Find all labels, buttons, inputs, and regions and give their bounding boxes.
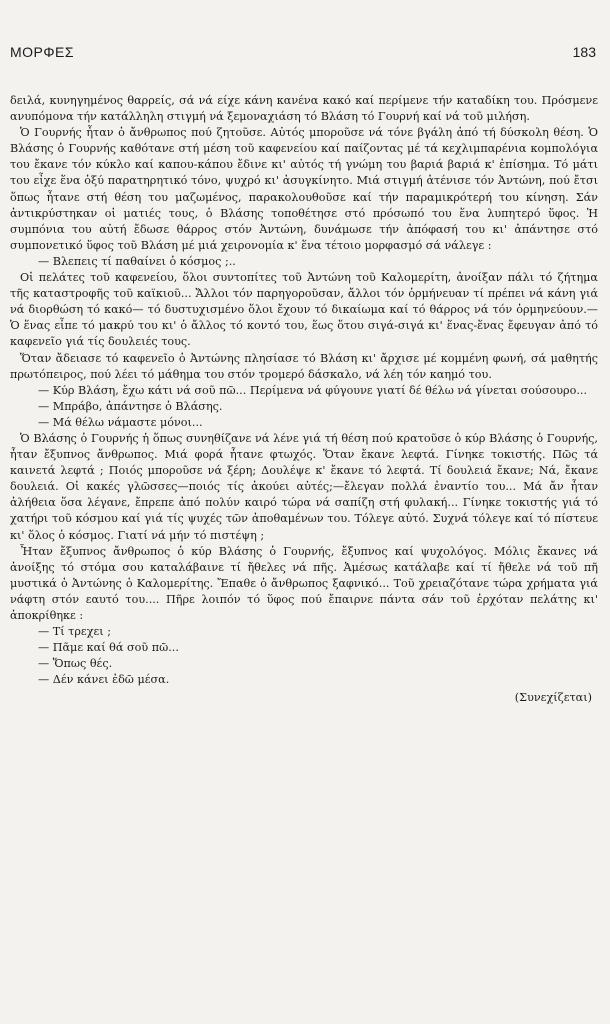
- page-number: 183: [572, 44, 596, 60]
- dialogue-line: — Μά θέλω νάμαστε μόνοι...: [38, 415, 203, 429]
- paragraph: Ὁ Βλάσης ὁ Γουρνής ἡ ὅπως συνηθίζανε νά λένε γιά τή θέση πού κρατοῦσε ὁ κύρ Βλάσης ὁ Γουρνής, ἦταν ἔξυπνος ἄνθρωπος. Μιά φορά ἦτανε φτωχός. Ὅταν ἔκανε λεφτά. Γίνηκε τοκιστής. Πῶς τά καινετά λεφτά ; Ποιός μποροῦσε νά ξέρη; Δουλέψε κ' ἔκανε τό λεφτά. Τί δουλειά ἔκανε; Νά, ἔκανε δουλειά. Οἱ κακές γλῶσσες—ποιός τίς ἀκούει αὐτές;—ἔλεγαν πολλά ἐναντίο του... Μά ἄν ἦταν ἀλήθεια ὅσα λέγανε, ἔπρεπε ἀπό πολύν καιρό τώρα νά σαπίζη στή φυλακή... Γίνηκε τοκιστής γιά τό χατήρι τοῦ κόσμου καί γιά τίς ψυχές τῶν ἀποθαμένων του. Τόλεγε αὐτό. Συχνά τόλεγε καί τό πίστευε κι' ὅλος ὁ κόσμος. Γιατί νά μήν τό πιστέψη ;: [10, 431, 598, 542]
- dialogue-line: — Πᾶμε καί θά σοῦ πῶ...: [38, 641, 179, 655]
- continued-note: (Συνεχίζεται): [514, 691, 592, 705]
- paragraph: δειλά, κυνηγημένος θαρρείς, σά νά είχε κάνη κανένα κακό καί περίμενε τήν καταδίκη του. Πρόσμενε ανυπόμονα τήν κατάλληλη στιγμή νά ξεμοναχιάση τό Βλάση τό Γουρνή καί νά τοῦ μιλήση.: [10, 94, 598, 124]
- paragraph: Οἱ πελάτες τοῦ καφενείου, ὅλοι συντοπίτες τοῦ Ἀντώνη τοῦ Καλομερίτη, ἀνοίξαν πάλι τό ζήτημα τῆς καταστροφῆς τοῦ καϊκιοῦ... Ἄλλοι τόν παρηγοροῦσαν, ἄλλοι τόν ὁρμήνευαν τί πρέπει νά κάνη γιά νά διορθώση τό κακό— τό δυστυχισμένο ὅλοι ἔχουν τό δικαίωμα καί τό θάρρος νά τόν ὁρμηνεύουν.—Ὁ ἕνας εἶπε τό μακρύ του κι' ὁ ἄλλος τό κοντό του, ἕως ὅτου σιγά-σιγά κι' ἕνας-ἕνας ἔφευγαν ἀπό τό καφενεῖο γιά τίς δουλειές τους.: [10, 271, 598, 349]
- dialogue-line: — Κύρ Βλάση, ἔχω κάτι νά σοῦ πῶ... Περίμενα νά φύγουνε γιατί δέ θέλω νά γίνεται σούσουρο...: [38, 383, 587, 397]
- dialogue-line: — Τί τρεχει ;: [38, 625, 111, 639]
- running-header: [10, 44, 596, 64]
- dialogue-line: — Βλεπεις τί παθαίνει ὁ κόσμος ;..: [38, 254, 236, 268]
- paragraph: Ὅταν ἄδειασε τό καφενεῖο ὁ Ἀντώνης πλησίασε τό Βλάση κι' ἄρχισε μέ κομμένη φωνή, σά μαθητής πρωτόπειρος, πού λέει τό μάθημα του στόν τρομερό δάσκαλο, νά λέη τόν καημό του.: [10, 351, 598, 381]
- journal-title: ΜΟΡΦΕΣ: [10, 44, 75, 60]
- dialogue-line: — Δέν κάνει ἐδῶ μέσα.: [38, 673, 170, 687]
- paragraph: Ἦταν ἔξυπνος ἄνθρωπος ὁ κύρ Βλάσης ὁ Γουρνής, ἔξυπνος καί ψυχολόγος. Μόλις ἔκανες νά ἀνοίξης τό στόμα σου καταλάβαινε τί ἤθελες νά πῆς. Ἀμέσως κατάλαβε καί τί ἤθελε νά τοῦ πῆ μυστικά ὁ Ἀντώνης ὁ Καλομερίτης. Ἔπαθε ὁ ἄνθρωπος ξαφνικό... Τοῦ χρειαζότανε τώρα χρήματα γιά νάφτη στόν εαυτό του.... Πῆρε λοιπόν τό ὕφος πού ἔπαιρνε πάντα σάν τοῦ ἐρχόταν πελάτης κι' ἀποκρίθηκε :: [10, 544, 598, 622]
- dialogue-line: — Μπράβο, ἀπάντησε ὁ Βλάσης.: [38, 399, 223, 413]
- body-text: [10, 93, 598, 707]
- paragraph: Ὁ Γουρνής ἦταν ὁ ἄνθρωπος πού ζητοῦσε. Αὐτός μποροῦσε νά τόνε βγάλη ἀπό τή δύσκολη θέση. Ὁ Βλάσης ὁ Γουρνής καθότανε στή μέση τοῦ καφενείου καί παίζοντας μέ τά κεχλιμπαρένια κομπολόγια του ἔκανε τόν κύκλο καί καπου-κάπου ἔδινε κι' αὐτός τή γνώμη του βαριά βαριά κ' ἐπίσημα. Τό μάτι του εἶχε ἕνα ὀξύ παρατηρητικό τόνο, ψυχρό κι' ἀσυγκίνητο. Μιά στιγμή ἀτένισε τόν Ἀντώνη, πού ἔτσι ὅπως ἦτανε στή θέση του μαζωμένος, παρακολουθοῦσε καί τήν παραμικρότερή του κίνηση. Σάν ἀντικρύστηκαν οἱ ματιές τους, ὁ Βλάσης τοποθέτησε στό πρόσωπό του ἕνα λυπητερό ὕφος. Ἡ συμπόνια του αὐτή ἔδωσε θάρρος στόν Ἀντώνη, δυνάμωσε τήν ἀπόφασή του κι' ἀπάντησε στό συμπονετικό ὕφος τοῦ Βλάση μέ μιά χειρονομία κ' ἕνα τέτοιο μορφασμό σά νάλεγε :: [10, 126, 598, 252]
- dialogue-line: — Ὅπως θές.: [38, 657, 113, 671]
